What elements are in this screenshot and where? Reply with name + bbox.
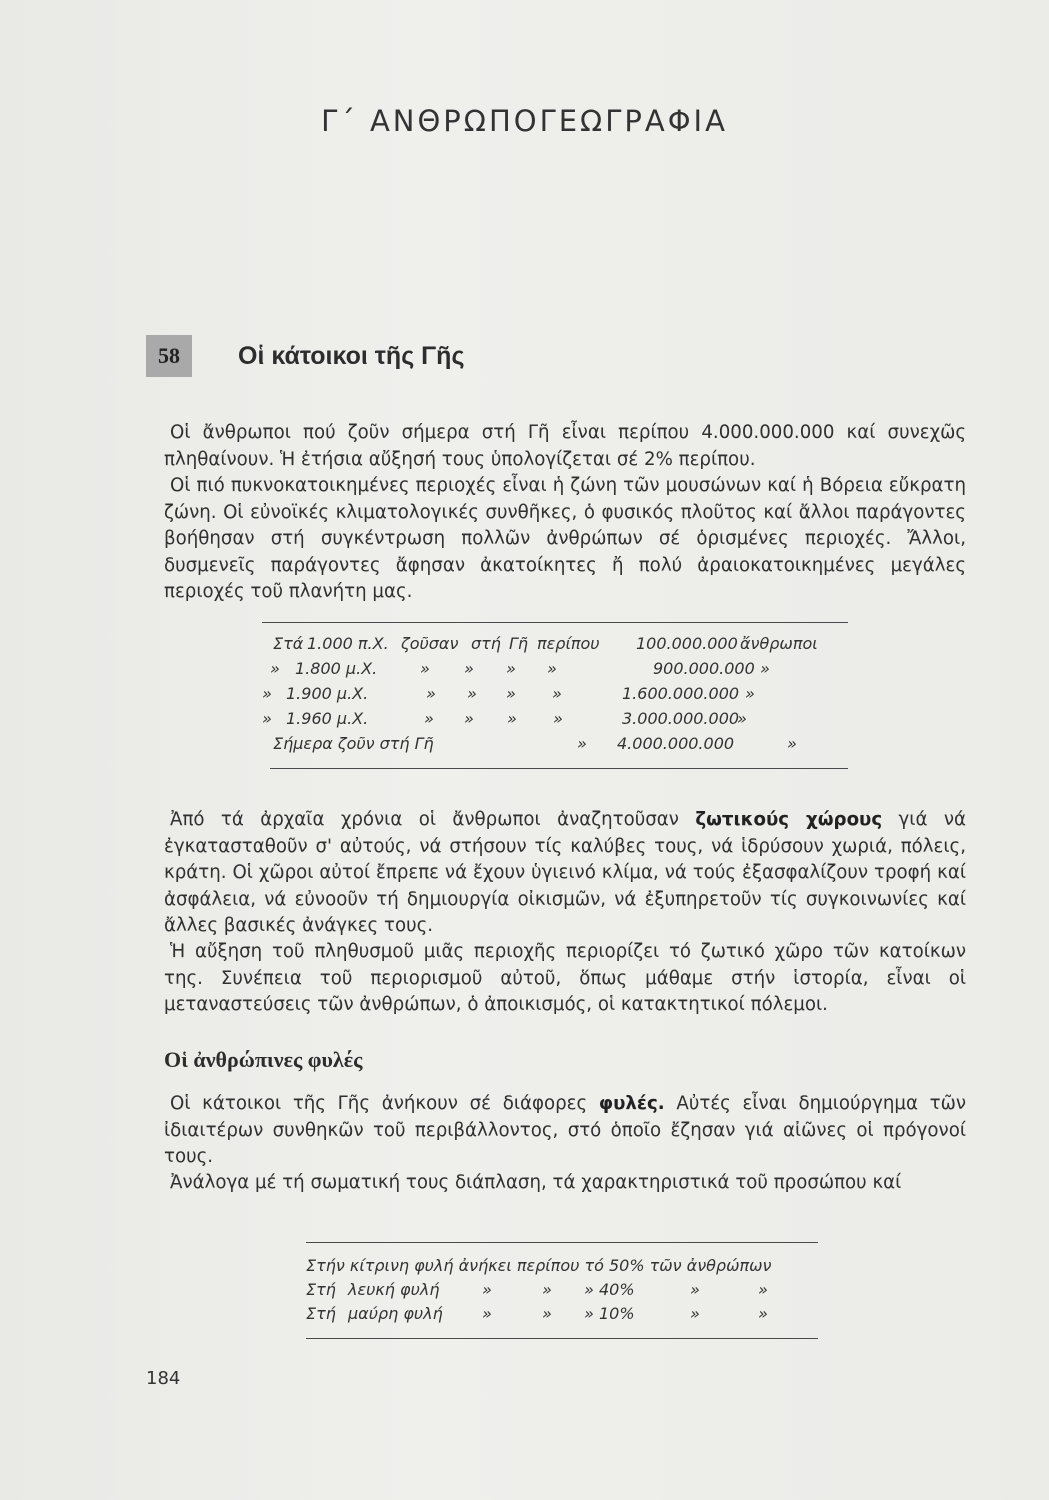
- table-cell: » 10%: [584, 1304, 635, 1323]
- table-cell: »: [506, 659, 516, 678]
- table-cell: »: [787, 734, 797, 753]
- table-cell: »: [426, 684, 436, 703]
- table-cell: »: [262, 709, 272, 728]
- table-cell: 1.960 μ.Χ.: [286, 709, 369, 728]
- table-cell: 1.600.000.000: [622, 684, 740, 703]
- paragraph-living-space: [164, 807, 966, 940]
- table-cell: »: [464, 659, 474, 678]
- section-number-badge: 58: [146, 335, 192, 377]
- page-number: 184: [146, 1368, 181, 1389]
- table-cell: »: [758, 1280, 768, 1299]
- keyword: ζωτικούς χώρους: [695, 809, 883, 830]
- table-cell: »: [553, 709, 563, 728]
- table-cell: 1.000 π.Χ.: [307, 634, 389, 653]
- table-cell: »: [424, 709, 434, 728]
- table-cell: μαύρη φυλή: [348, 1304, 443, 1323]
- table-cell: 4.000.000.000: [617, 734, 735, 753]
- table-cell: λευκή φυλή: [348, 1280, 440, 1299]
- table-cell: ζοῦσαν: [401, 634, 459, 653]
- table-cell: στή: [471, 634, 501, 653]
- paragraph-text: Αὐτές εἶναι δημιούργημα τῶν ἰδιαιτέρων συνθηκῶν τοῦ περιβάλλοντος, στό ὁποῖο ἔζησαν γιά αἰῶνες οἱ πρόγονοί τους.: [164, 1093, 967, 1167]
- table-cell: »: [542, 1304, 552, 1323]
- table-cell: »: [467, 684, 477, 703]
- table-cell: »: [758, 1304, 768, 1323]
- chapter-title: Γ΄ ΑΝΘΡΩΠΟΓΕΩΓΡΑΦΙΑ: [321, 104, 728, 138]
- subheading: Οἱ ἀνθρώπινες φυλές: [164, 1047, 363, 1072]
- table-cell: » 40%: [584, 1280, 635, 1299]
- paragraph-population-intro: Οἱ ἄνθρωποι πού ζοῦν σήμερα στή Γῆ εἶναι περίπου 4.000.000.000 καί συνεχῶς πληθαίνουν. Ἡ ἐτήσια αὔξησή τους ὑπολογίζεται σέ 2% περίπου.: [164, 422, 966, 470]
- table-cell: Στήν κίτρινη φυλή ἀνήκει περίπου τό 50% τῶν ἀνθρώπων: [306, 1256, 772, 1275]
- section-heading: [146, 335, 464, 377]
- table-cell: 1.900 μ.Χ.: [286, 684, 369, 703]
- table-cell: 100.000.000: [636, 634, 738, 653]
- paragraph-text: Οἱ κάτοικοι τῆς Γῆς ἀνήκουν σέ διάφορες: [170, 1093, 599, 1114]
- table-cell: »: [506, 684, 516, 703]
- table-cell: »: [542, 1280, 552, 1299]
- table-cell: 900.000.000: [653, 659, 755, 678]
- table-cell: »: [547, 659, 557, 678]
- table-cell: Στά: [273, 634, 304, 653]
- table-cell: »: [737, 709, 747, 728]
- table-cell: »: [262, 684, 272, 703]
- section-title: Οἱ κάτοικοι τῆς Γῆς: [238, 341, 465, 370]
- table-cell: περίπου: [537, 634, 600, 653]
- table-cell: Σήμερα ζοῦν στή Γῆ: [273, 734, 434, 753]
- race-rule-bottom: [306, 1338, 818, 1339]
- table-cell: »: [690, 1280, 700, 1299]
- table-cell: »: [552, 684, 562, 703]
- table-cell: »: [270, 659, 280, 678]
- table-cell: »: [577, 734, 587, 753]
- table-cell: Γῆ: [509, 634, 529, 653]
- table-cell: »: [745, 684, 755, 703]
- table-cell: Στή: [306, 1304, 336, 1323]
- table-rule-top: [262, 622, 848, 623]
- keyword: φυλές.: [598, 1093, 665, 1114]
- table-cell: 1.800 μ.Χ.: [295, 659, 378, 678]
- table-cell: ἄνθρωποι: [740, 634, 818, 653]
- table-cell: 3.000.000.000: [622, 709, 740, 728]
- race-rule-top: [306, 1242, 818, 1243]
- table-cell: »: [482, 1280, 492, 1299]
- paragraph-text: Ἀπό τά ἀρχαῖα χρόνια οἱ ἄνθρωποι ἀναζητοῦσαν: [170, 809, 696, 830]
- table-cell: »: [420, 659, 430, 678]
- table-cell: »: [507, 709, 517, 728]
- paragraph-density: Οἱ πιό πυκνοκατοικημένες περιοχές εἶναι ἡ ζώνη τῶν μουσώνων καί ἡ Βόρεια εὔκρατη ζώνη. Οἱ εὐνοϊκές κλιματολογικές συνθῆκες, ὁ φυσικός πλοῦτος καί ἄλλοι παράγοντες βοήθησαν στή συγκέντρωση πολλῶν ἀνθρώπων σέ ὁρισμένες περιοχές. Ἄλλοι, δυσμενεῖς παράγοντες ἄφησαν ἀκατοίκητες ἤ πολύ ἀραιοκατοικημένες μεγάλες περιοχές τοῦ πλανήτη μας.: [164, 475, 966, 602]
- table-cell: Στή: [306, 1280, 336, 1299]
- table-cell: »: [482, 1304, 492, 1323]
- paragraph-population-growth: Ἡ αὔξηση τοῦ πληθυσμοῦ μιᾶς περιοχῆς περιορίζει τό ζωτικό χῶρο τῶν κατοίκων της. Συνέπεια τοῦ περιορισμοῦ αὐτοῦ, ὅπως μάθαμε στήν ἱστορία, εἶναι οἱ μεταναστεύσεις τῶν ἀνθρώπων, ὁ ἀποικισμός, οἱ κατακτητικοί πόλεμοι.: [164, 941, 966, 1015]
- paragraph-races: [164, 1091, 966, 1171]
- table-cell: »: [690, 1304, 700, 1323]
- table-cell: »: [464, 709, 474, 728]
- table-cell: »: [760, 659, 770, 678]
- paragraph-text: γιά νά ἐγκατασταθοῦν σ' αὐτούς, νά στήσουν τίς καλύβες τους, νά ἱδρύσουν χωριά, πόλεις, κράτη. Οἱ χῶροι αὐτοί ἔπρεπε νά ἔχουν ὑγιεινό κλίμα, νά τούς ἐξασφαλίζουν τροφή καί ἀσφάλεια, νά εὐνοοῦν τή δημιουργία οἰκισμῶν, νά ἐξυπηρετοῦν τίς συγκοινωνίες καί ἄλλες βασικές ἀνάγκες τους.: [164, 809, 966, 936]
- paragraph-classification: Ἀνάλογα μέ τή σωματική τους διάπλαση, τά χαρακτηριστικά τοῦ προσώπου καί: [170, 1172, 902, 1193]
- table-rule-bottom: [270, 768, 848, 769]
